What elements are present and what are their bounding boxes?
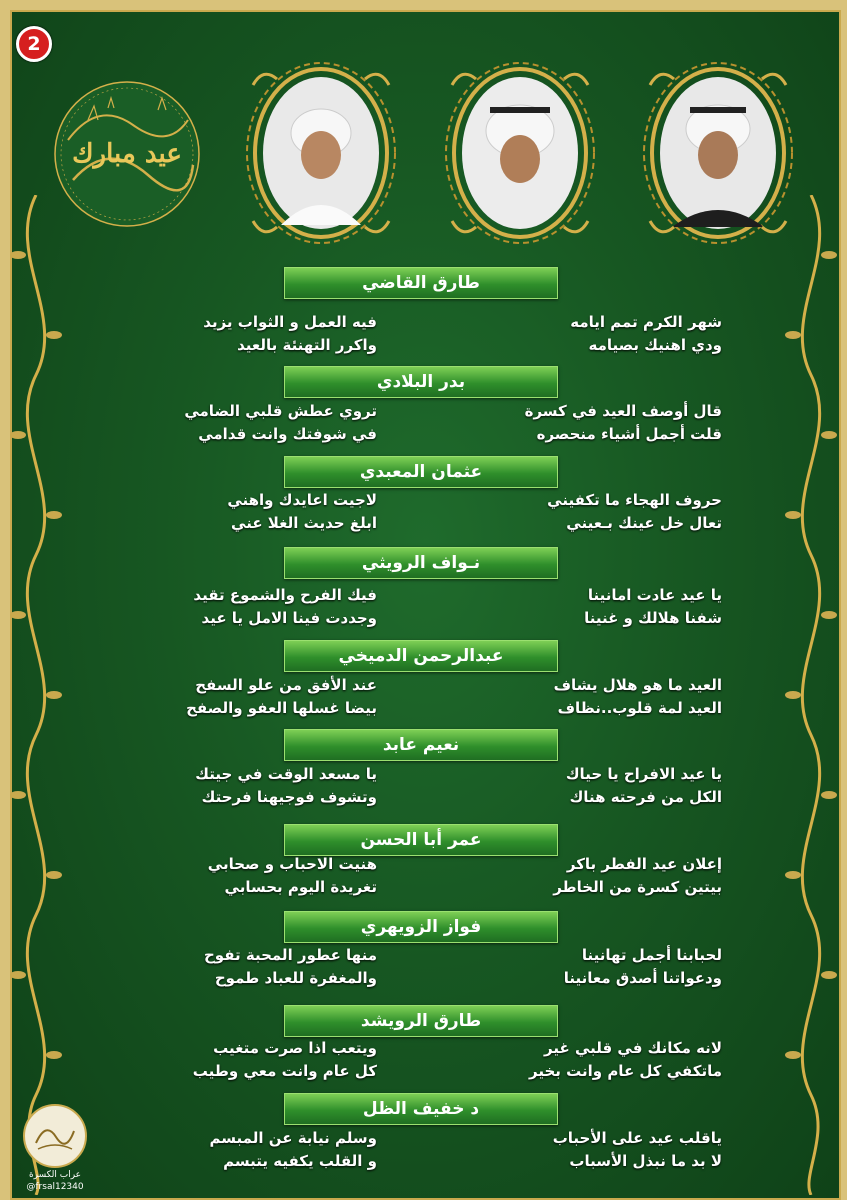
- poet-name-bar: نـواف الرويثي: [284, 547, 558, 579]
- verse-right: الكل من فرحته هناك: [569, 788, 722, 806]
- verse-left: و القلب يكفيه يتبسم: [223, 1152, 377, 1170]
- verse-right: لحبابنا أجمل تهانينا: [581, 946, 722, 964]
- poet-name-bar: بدر البلادي: [284, 366, 558, 398]
- poet-name-bar: طارق الرويشد: [284, 1005, 558, 1037]
- verse-left: كل عام وانت معي وطيب: [192, 1062, 377, 1080]
- group-handle: @frsal12340: [26, 1182, 84, 1192]
- verse-right: قال أوصف العيد في كسرة: [524, 402, 722, 420]
- verse-right: قلت أجمل أشياء منحصره: [536, 425, 722, 443]
- verse-left: تروي عطش قلبي الضامي: [184, 402, 377, 420]
- verse-left: تغريدة اليوم بحسابي: [224, 878, 377, 896]
- verse-right: حروف الهجاء ما تكفيني: [547, 491, 722, 509]
- verse-right: يا عيد عادت امانينا: [587, 586, 722, 604]
- group-seal-logo: [22, 1103, 88, 1169]
- poet-name-bar: عثمان المعبدي: [284, 456, 558, 488]
- verse-left: هنيت الاحباب و صحابي: [207, 855, 377, 873]
- verse-right: العيد ما هو هلال يشاف: [553, 676, 722, 694]
- verse-right: تعال خل عينك بـعيني: [566, 514, 722, 532]
- verse-right: العيد لمة قلوب..نظاف: [557, 699, 722, 717]
- verse-right: شفنا هلالك و غنينا: [584, 609, 722, 627]
- verse-right: بيتين كسرة من الخاطر: [553, 878, 722, 896]
- verse-left: وسلم نيابة عن المبسم: [209, 1129, 377, 1147]
- verse-right: ودي اهنيك بصيامه: [588, 336, 722, 354]
- verse-left: ابلغ حديث الغلا عني: [231, 514, 377, 532]
- group-name: عراب الكسرة: [28, 1170, 82, 1180]
- verse-left: يا مسعد الوقت في جيتك: [195, 765, 377, 783]
- verse-right: ياقلب عيد على الأحباب: [552, 1129, 722, 1147]
- poet-name-bar: طارق القاضي: [284, 267, 558, 299]
- portrait-frame-1: [241, 55, 401, 245]
- verse-left: والمغفرة للعباد طموح: [214, 969, 377, 987]
- verse-left: ويتعب اذا صرت متغيب: [213, 1039, 377, 1057]
- verse-right: شهر الكرم تمم ايامه: [570, 313, 722, 331]
- verse-left: في شوفتك وانت قدامي: [198, 425, 377, 443]
- verse-left: فيه العمل و الثواب يزيد: [203, 313, 377, 331]
- verse-left: عند الأفق من علو السفح: [195, 676, 377, 694]
- verse-left: لاجيت اعايدك واهني: [227, 491, 377, 509]
- poet-name-bar: نعيم عابد: [284, 729, 558, 761]
- verse-right: يا عيد الافراح يا حياك: [565, 765, 722, 783]
- verse-left: وتشوف فوجيهنا فرحتك: [201, 788, 377, 806]
- portrait-frame-2: [440, 55, 600, 245]
- left-gold-vine-decoration: [6, 195, 66, 1195]
- page-number-badge: 2: [16, 26, 52, 62]
- portrait-frame-3: [638, 55, 798, 245]
- verse-right: لانه مكانك في قلبي غير: [544, 1039, 722, 1057]
- verse-right: لا بد ما نبذل الأسباب: [569, 1152, 722, 1170]
- poet-name-bar: عبدالرحمن الدميخي: [284, 640, 558, 672]
- verse-right: ودعواتنا أصدق معانينا: [563, 969, 722, 987]
- verse-left: بيضا غسلها العفو والصفح: [186, 699, 377, 717]
- svg-text:عيد مبارك: عيد مبارك: [72, 139, 182, 169]
- poet-name-bar: د خفيف الظل: [284, 1093, 558, 1125]
- verse-left: منها عطور المحبة تفوح: [203, 946, 377, 964]
- right-gold-vine-decoration: [781, 195, 841, 1195]
- verse-right: ماتكفي كل عام وانت بخير: [529, 1062, 722, 1080]
- verse-right: إعلان عيد الفطر باكر: [566, 855, 722, 873]
- verse-left: فيك الفرح والشموع تقيد: [193, 586, 377, 604]
- poet-name-bar: فواز الزويهري: [284, 911, 558, 943]
- poet-name-bar: عمر أبا الحسن: [284, 824, 558, 856]
- verse-left: وجددت فينا الامل يا عيد: [201, 609, 377, 627]
- verse-left: واكرر التهنئة بالعيد: [237, 336, 377, 354]
